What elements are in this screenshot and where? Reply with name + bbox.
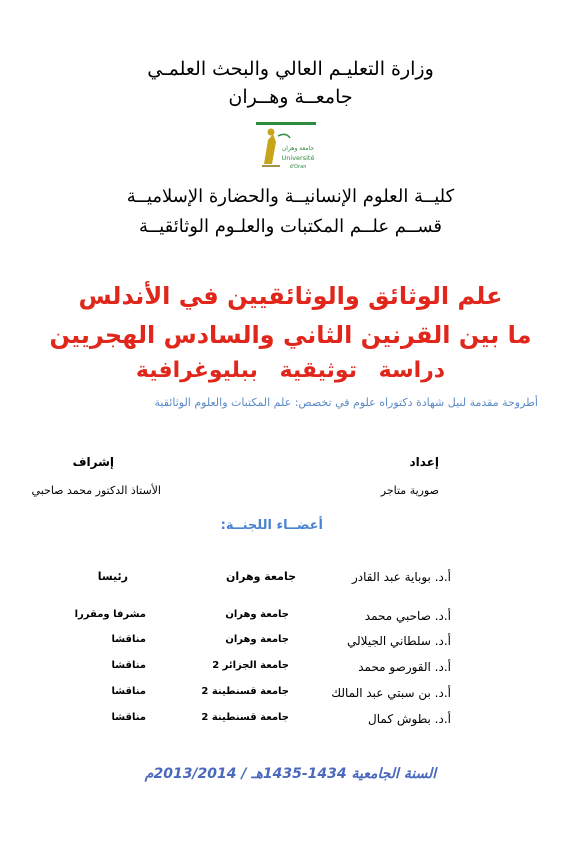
- prepared-by-label: إعداد: [409, 455, 439, 469]
- committee-row: [0, 570, 581, 590]
- member-role: مناقشا: [111, 686, 146, 697]
- author-name: صورية متاجر: [380, 484, 439, 497]
- thesis-subtitle: أطروحة مقدمة لنيل شهادة دكتوراه علوم في تخصص: علم المكتبات والعلوم الوثائقية: [154, 396, 538, 409]
- member-name: أ.د. بطوش كمال: [368, 712, 451, 726]
- logo-text-fr: Université: [281, 154, 315, 162]
- thesis-title-line-3: دراسة توثيقية ببليوغرافية: [135, 358, 446, 383]
- member-role: مناقشا: [111, 660, 146, 671]
- academic-year: السنة الجامعية 1434-1435هـ / 2013/2014م: [144, 766, 437, 782]
- member-university: جامعة قسنطينة 2: [201, 686, 289, 697]
- committee-row: [0, 609, 581, 629]
- member-name: أ.د. بوباية عبد القادر: [352, 570, 451, 584]
- committee-row: [0, 686, 581, 706]
- member-university: جامعة قسنطينة 2: [201, 712, 289, 723]
- committee-row: [0, 634, 581, 654]
- committee-heading: أعضــاء اللجنــة:: [220, 518, 323, 533]
- member-university: جامعة وهران: [225, 609, 289, 620]
- university-of-oran-logo: [256, 122, 316, 176]
- thesis-title-line-2: ما بين القرنين الثاني والسادس الهجريين: [49, 321, 532, 349]
- member-university: جامعة الجزائر 2: [212, 660, 289, 671]
- ministry-name: وزارة التعليـم العالي والبحث العلمـي: [147, 58, 434, 80]
- member-university: جامعة وهران: [225, 570, 296, 583]
- logo-graphic: [256, 122, 316, 176]
- member-role: رئيسا: [97, 570, 128, 583]
- supervisor-name: الأستاذ الدكتور محمد صاحبي: [31, 484, 161, 497]
- thesis-title-line-1: علم الوثائق والوثائقيين في الأندلس: [78, 282, 503, 310]
- member-name: أ.د. سلطاني الجيلالي: [347, 634, 451, 648]
- member-name: أ.د. صاحبي محمد: [364, 609, 451, 623]
- committee-row: [0, 712, 581, 732]
- member-name: أ.د. القورصو محمد: [358, 660, 451, 674]
- member-role: مناقشا: [111, 634, 146, 645]
- member-role: مشرفا ومقررا: [74, 609, 146, 620]
- member-university: جامعة وهران: [225, 634, 289, 645]
- logo-text-ar: جامعة وهران: [281, 145, 315, 152]
- member-role: مناقشا: [111, 712, 146, 723]
- svg-text:d'Oran: d'Oran: [289, 164, 307, 170]
- member-name: أ.د. بن سبتي عبد المالك: [331, 686, 451, 700]
- committee-row: [0, 660, 581, 680]
- supervisor-label: إشراف: [72, 455, 114, 469]
- department-name: قســم علــم المكتبات والعلـوم الوثائقيــة: [139, 216, 442, 237]
- faculty-name: كليــة العلوم الإنسانيــة والحضارة الإسلاميــة: [126, 186, 455, 207]
- university-name: جامعــة وهــران: [228, 86, 353, 108]
